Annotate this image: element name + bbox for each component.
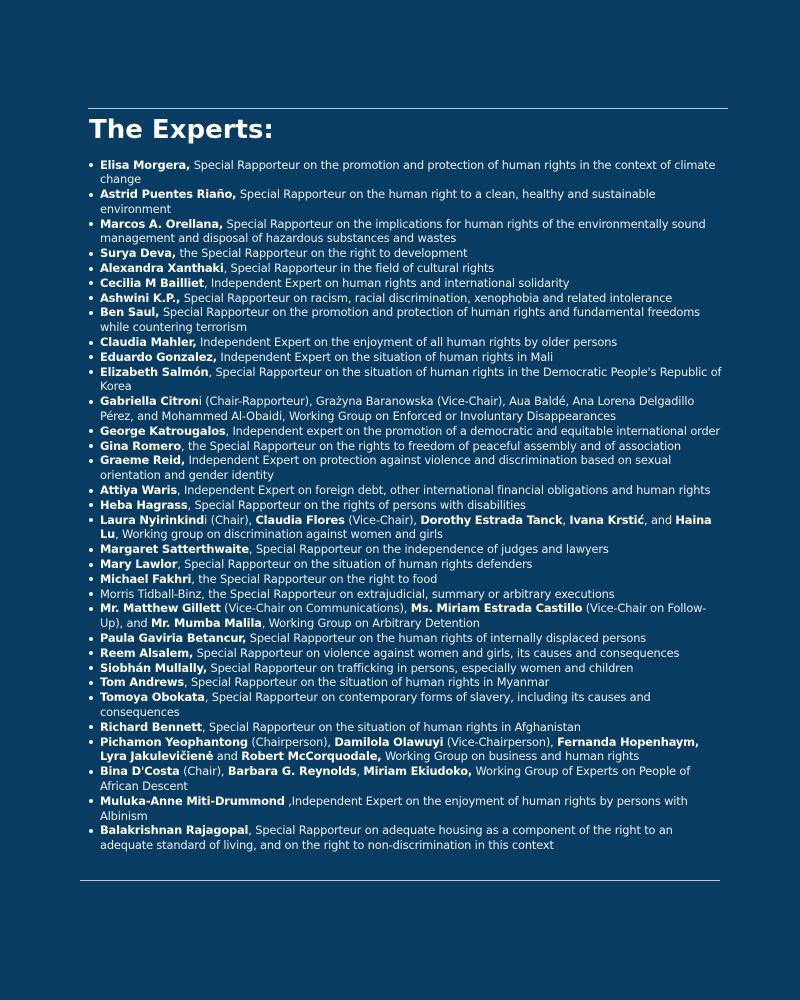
expert-role-text: i (Chair-Rapporteur), Grażyna Baranowska (Vice-Chair), Aua Baldé, Ana Lorena Delgadillo Pérez, and Mohammed Al-Obaidi, Working Group on Enforced or Involuntary Disappearances xyxy=(100,394,695,424)
expert-role-text: , Special Rapporteur on the independence of judges and lawyers xyxy=(248,542,609,557)
expert-list-item xyxy=(100,246,725,261)
expert-list-item xyxy=(100,335,725,350)
expert-name: Mr. Matthew Gillett xyxy=(100,601,221,616)
expert-role-text: , xyxy=(356,764,364,779)
expert-role-text: , Special Rapporteur on the situation of human rights in Afghanistan xyxy=(201,719,581,734)
expert-name: Elizabeth Salmón xyxy=(100,364,209,379)
expert-list-item xyxy=(100,350,725,365)
expert-role-text: Special Rapporteur on racism, racial discrimination, xenophobia and related intolerance xyxy=(180,290,673,305)
expert-name: Ben Saul, xyxy=(100,305,160,320)
expert-list-item xyxy=(100,557,725,572)
top-divider xyxy=(88,108,728,109)
expert-name: Ashwini K.P., xyxy=(100,290,181,305)
expert-name: Ms. Miriam Estrada Castillo xyxy=(410,601,583,616)
expert-list-item xyxy=(100,587,725,602)
expert-role-text: ,Independent Expert on the enjoyment of human rights by persons with Albinism xyxy=(100,793,688,823)
expert-name: Cecilia M Bailliet xyxy=(100,275,204,290)
expert-role-text: Special Rapporteur on violence against women and girls, its causes and consequences xyxy=(193,645,680,660)
expert-list-item xyxy=(100,631,725,646)
expert-role-text: Working Group on business and human rights xyxy=(381,749,640,764)
expert-list-item xyxy=(100,158,725,188)
expert-name: Dorothy Estrada Tanck xyxy=(420,512,563,527)
expert-list-item xyxy=(100,394,725,424)
expert-list-item xyxy=(100,305,725,335)
expert-list-item xyxy=(100,291,725,306)
expert-list-item xyxy=(100,187,725,217)
expert-name: George Katrougalos xyxy=(100,423,226,438)
expert-name: Mr. Mumba Malila xyxy=(150,616,262,631)
expert-list-item xyxy=(100,439,725,454)
expert-list-item xyxy=(100,690,725,720)
expert-role-text: , Special Rapporteur on the situation of human rights defenders xyxy=(177,557,533,572)
expert-list-item xyxy=(100,675,725,690)
expert-name: Bina D'Costa xyxy=(100,764,180,779)
expert-role-text: , Special Rapporteur on the situation of human rights in Myanmar xyxy=(184,675,550,690)
expert-name: Gabriella Citron xyxy=(100,394,199,409)
expert-list-item xyxy=(100,365,725,395)
expert-list-item xyxy=(100,823,725,853)
expert-role-text: (Chair), xyxy=(179,764,228,779)
expert-role-text: and xyxy=(213,749,242,764)
expert-role-text: (Vice-Chairperson), xyxy=(443,734,558,749)
expert-role-text: Morris Tidball-Binz, the Special Rapporteur on extrajudicial, summary or arbitrary executions xyxy=(100,586,615,601)
expert-role-text: Special Rapporteur on the promotion and protection of human rights in the context of climate change xyxy=(100,157,716,187)
expert-name: Elisa Morgera, xyxy=(100,157,191,172)
expert-name: Marcos A. Orellana, xyxy=(100,216,224,231)
expert-name: Surya Deva, xyxy=(100,246,176,261)
expert-list-item xyxy=(100,276,725,291)
expert-name: Tom Andrews xyxy=(100,675,184,690)
expert-role-text: , Special Rapporteur in the field of cultural rights xyxy=(223,261,495,276)
expert-role-text: Special Rapporteur on the promotion and protection of human rights and fundamental freedoms while countering terrorism xyxy=(100,305,700,335)
expert-name: Haina Lu xyxy=(100,512,712,542)
expert-name: Fernanda Hopenhaym, Lyra Jakulevičienė xyxy=(100,734,700,764)
expert-role-text: Independent Expert on the situation of human rights in Mali xyxy=(216,349,554,364)
expert-name: Eduardo Gonzalez, xyxy=(100,349,217,364)
expert-role-text: , xyxy=(562,512,570,527)
expert-role-text: Independent Expert on the enjoyment of all human rights by older persons xyxy=(196,335,618,350)
expert-role-text: , Independent expert on the promotion of a democratic and equitable international order xyxy=(225,423,720,438)
expert-list-item xyxy=(100,498,725,513)
expert-name: Muluka-Anne Miti-Drummond xyxy=(100,793,285,808)
expert-role-text: , Special Rapporteur on contemporary forms of slavery, including its causes and consequences xyxy=(100,690,651,719)
expert-role-text: Independent Expert on protection against violence and discrimination based on sexual orientation and gender identity xyxy=(100,453,672,483)
expert-list-item xyxy=(100,794,725,824)
expert-name: Claudia Mahler, xyxy=(100,335,197,350)
expert-role-text: i (Chair), xyxy=(204,512,256,527)
expert-list-item xyxy=(100,601,725,631)
expert-name: Balakrishnan Rajagopal xyxy=(100,823,249,838)
expert-name: Siobhán Mullally, xyxy=(100,660,208,675)
expert-list-item xyxy=(100,646,725,661)
expert-name: Michael Fakhri xyxy=(100,571,192,586)
expert-list-item xyxy=(100,735,725,765)
expert-role-text: , the Special Rapporteur on the right to food xyxy=(191,571,438,586)
expert-list-item xyxy=(100,661,725,676)
expert-list-item xyxy=(100,453,725,483)
expert-list-item xyxy=(100,261,725,276)
expert-role-text: Working Group of Experts on People of African Descent xyxy=(100,764,691,793)
expert-role-text: , Independent Expert on foreign debt, other international financial obligations and human rights xyxy=(177,483,711,498)
expert-role-text: , Special Rapporteur on the situation of human rights in the Democratic People's Republic of Korea xyxy=(100,364,722,394)
expert-list-item xyxy=(100,764,725,794)
expert-list-item xyxy=(100,542,725,557)
expert-role-text: , Independent Expert on human rights and international solidarity xyxy=(203,275,570,290)
expert-list-item xyxy=(100,424,725,439)
expert-name: Mary Lawlor xyxy=(100,557,178,572)
expert-name: Ivana Krstić xyxy=(569,512,644,527)
expert-name: Gina Romero xyxy=(100,438,181,453)
expert-name: Astrid Puentes Riaño, xyxy=(100,187,237,202)
expert-role-text: , the Special Rapporteur on the rights to freedom of peaceful assembly and of association xyxy=(181,438,682,453)
expert-role-text: Special Rapporteur on the implications for human rights of the environmentally sound management and disposal of hazardous substances and wastes xyxy=(100,216,706,246)
expert-list-item xyxy=(100,720,725,735)
expert-name: Heba Hagrass xyxy=(100,497,188,512)
bottom-divider xyxy=(80,880,720,881)
expert-name: Richard Bennett xyxy=(100,719,202,734)
expert-role-text: , and xyxy=(644,512,676,527)
page-title: The Experts: xyxy=(89,115,274,145)
expert-name: Barbara G. Reynolds xyxy=(227,764,357,779)
expert-role-text: (Vice-Chair), xyxy=(344,512,421,527)
expert-name: Reem Alsalem, xyxy=(100,645,194,660)
expert-name: Miriam Ekiudoko, xyxy=(363,764,473,779)
expert-name: Laura Nyirinkind xyxy=(100,512,205,527)
expert-name: Pichamon Yeophantong xyxy=(100,734,248,749)
expert-name: Robert McCorquodale, xyxy=(241,749,382,764)
expert-role-text: (Vice-Chair on Communications), xyxy=(220,601,411,616)
expert-role-text: the Special Rapporteur on the right to development xyxy=(175,246,468,261)
expert-list-item xyxy=(100,572,725,587)
expert-name: Attiya Waris xyxy=(100,483,178,498)
expert-role-text: Special Rapporteur on the human rights of internally displaced persons xyxy=(246,631,647,645)
expert-name: Damilola Olawuyi xyxy=(334,734,444,749)
expert-role-text: (Chairperson), xyxy=(247,734,335,749)
expert-role-text: Special Rapporteur on the human right to a clean, healthy and sustainable environment xyxy=(100,187,656,216)
expert-name: Graeme Reid, xyxy=(100,453,186,468)
expert-name: Margaret Satterthwaite xyxy=(100,542,249,557)
expert-role-text: , Working group on discrimination against women and girls xyxy=(115,527,443,542)
expert-role-text: Special Rapporteur on trafficking in persons, especially women and children xyxy=(207,660,634,675)
expert-list-item xyxy=(100,513,725,543)
expert-list-item xyxy=(100,217,725,247)
expert-list-item xyxy=(100,483,725,498)
expert-role-text: , Special Rapporteur on adequate housing as a component of the right to an adequate standard of living, and on the right to non-discrimination in this context xyxy=(100,823,673,853)
expert-name: Alexandra Xanthaki xyxy=(100,261,224,276)
expert-name: Tomoya Obokata xyxy=(100,690,205,705)
expert-role-text: , Working Group on Arbitrary Detention xyxy=(261,616,480,631)
expert-name: Paula Gaviria Betancur, xyxy=(100,631,247,645)
experts-list xyxy=(100,158,725,853)
expert-role-text: (Vice-Chair on Follow-Up), and xyxy=(100,601,707,631)
expert-name: Claudia Flores xyxy=(255,512,345,527)
expert-role-text: , Special Rapporteur on the rights of persons with disabilities xyxy=(187,497,526,512)
